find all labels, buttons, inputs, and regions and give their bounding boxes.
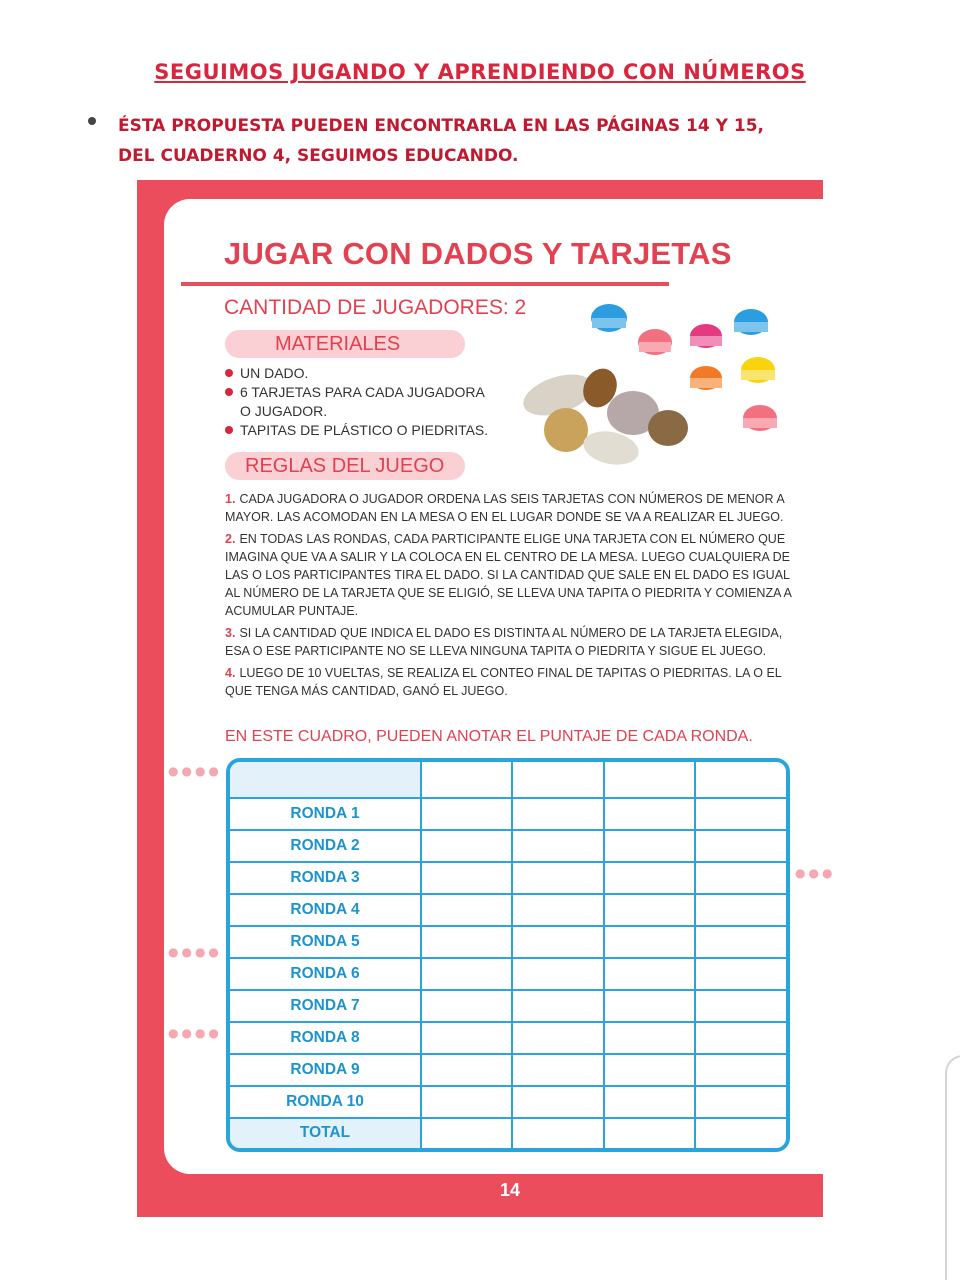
table-total-row [230, 1118, 786, 1148]
score-cell [512, 990, 603, 1022]
table-row [230, 894, 786, 926]
score-cell [421, 990, 512, 1022]
rule-item [225, 624, 800, 660]
bottle-cap-icon [591, 304, 627, 332]
score-cell [604, 862, 695, 894]
pebble-icon [648, 410, 688, 446]
score-cell [695, 1022, 786, 1054]
total-label: TOTAL [230, 1118, 421, 1148]
score-table [226, 758, 790, 1152]
material-text: 6 TARJETAS PARA CADA JUGADORA [240, 384, 485, 400]
rules-list [225, 490, 800, 704]
score-cell [421, 830, 512, 862]
round-label: RONDA 10 [230, 1086, 421, 1118]
score-cell [695, 1086, 786, 1118]
score-cell [421, 1054, 512, 1086]
rule-number: 2. [225, 532, 236, 546]
score-cell [604, 894, 695, 926]
round-label: RONDA 9 [230, 1054, 421, 1086]
bottle-cap-icon [690, 324, 722, 348]
score-cell [604, 958, 695, 990]
list-item [225, 421, 525, 440]
score-cell [421, 762, 512, 798]
score-cell [512, 926, 603, 958]
round-label: RONDA 2 [230, 830, 421, 862]
page-curl-edge [945, 1055, 960, 1280]
score-cell [695, 762, 786, 798]
table-header-row [230, 762, 786, 798]
bullet-icon [88, 117, 96, 125]
material-text-continued: O JUGADOR. [240, 403, 328, 419]
score-cell [604, 990, 695, 1022]
score-cell [604, 798, 695, 830]
rule-text: SI LA CANTIDAD QUE INDICA EL DADO ES DISTINTA AL NÚMERO DE LA TARJETA ELEGIDA, ESA O ESE PARTICIPANTE NO SE LLEVA NINGUNA TAPITA O PIEDRITA Y SIGUE EL JUEGO. [225, 626, 783, 658]
table-row [230, 830, 786, 862]
score-cell [421, 894, 512, 926]
bottle-cap-icon [741, 357, 775, 383]
score-cell [512, 1022, 603, 1054]
table-row [230, 862, 786, 894]
score-cell [695, 958, 786, 990]
table-row [230, 1054, 786, 1086]
decorative-dots: ●●● [795, 866, 836, 880]
bottle-cap-icon [638, 329, 672, 355]
rule-item [225, 664, 800, 700]
score-cell [695, 798, 786, 830]
table-row [230, 926, 786, 958]
table-row [230, 798, 786, 830]
rules-label: REGLAS DEL JUEGO [225, 452, 465, 480]
round-label: RONDA 1 [230, 798, 421, 830]
document-title: SEGUIMOS JUGANDO Y APRENDIENDO CON NÚMEROS [154, 60, 806, 84]
rule-text: EN TODAS LAS RONDAS, CADA PARTICIPANTE ELIGE UNA TARJETA CON EL NÚMERO QUE IMAGINA QUE VA A SALIR Y LA COLOCA EN EL CENTRO DE LA MESA. LUEGO CUALQUIERA DE LAS O LOS PARTICIPANTES TIRA EL DADO. SI LA CANTIDAD QUE SALE EN EL DADO ES IGUAL AL NÚMERO DE LA TARJETA QUE SE ELIGIÓ, SE LLEVA UNA TAPITA O PIEDRITA Y COMIENZA A ACUMULAR PUNTAJE. [225, 532, 792, 618]
score-cell [512, 798, 603, 830]
score-cell [695, 830, 786, 862]
score-cell [421, 1022, 512, 1054]
table-row [230, 1086, 786, 1118]
score-cell [512, 862, 603, 894]
score-cell [604, 1054, 695, 1086]
table-row [230, 1022, 786, 1054]
score-cell [421, 1118, 512, 1148]
page-number: 14 [499, 1180, 521, 1200]
bottle-cap-icon [690, 366, 722, 390]
list-item [225, 383, 525, 421]
score-cell [695, 894, 786, 926]
score-cell [512, 762, 603, 798]
round-label: RONDA 6 [230, 958, 421, 990]
score-cell [421, 958, 512, 990]
score-cell [512, 1086, 603, 1118]
round-label: RONDA 5 [230, 926, 421, 958]
decorative-dots: ●●●● [168, 1026, 222, 1040]
round-label: RONDA 4 [230, 894, 421, 926]
score-cell [695, 1118, 786, 1148]
decorative-dots: ●●●● [168, 945, 222, 959]
table-cell [230, 762, 421, 798]
bottle-caps-and-pebbles-illustration [518, 300, 788, 470]
score-cell [421, 926, 512, 958]
score-cell [604, 926, 695, 958]
table-row [230, 958, 786, 990]
bottle-cap-icon [743, 405, 777, 431]
players-count: CANTIDAD DE JUGADORES: 2 [224, 296, 527, 319]
score-cell [604, 1118, 695, 1148]
score-cell [421, 798, 512, 830]
table-caption: EN ESTE CUADRO, PUEDEN ANOTAR EL PUNTAJE DE CADA RONDA. [225, 728, 753, 745]
decorative-dots: ●●●● [168, 764, 222, 778]
score-cell [421, 862, 512, 894]
score-cell [695, 990, 786, 1022]
score-cell [695, 1054, 786, 1086]
round-label: RONDA 7 [230, 990, 421, 1022]
bullet-icon [225, 388, 233, 396]
score-cell [695, 862, 786, 894]
rule-number: 1. [225, 492, 236, 506]
bottle-cap-icon [734, 309, 768, 335]
rule-number: 4. [225, 666, 236, 680]
score-cell [512, 1054, 603, 1086]
intro-line-1: ÉSTA PROPUESTA PUEDEN ENCONTRARLA EN LAS PÁGINAS 14 Y 15, [118, 116, 764, 136]
materials-label: MATERIALES [225, 330, 465, 358]
rule-item [225, 490, 800, 526]
material-text: UN DADO. [240, 365, 309, 381]
score-cell [512, 958, 603, 990]
rule-text: CADA JUGADORA O JUGADOR ORDENA LAS SEIS TARJETAS CON NÚMEROS DE MENOR A MAYOR. LAS ACOMODAN EN LA MESA O EN EL LUGAR DONDE SE VA A REALIZAR EL JUEGO. [225, 492, 784, 524]
score-cell [421, 1086, 512, 1118]
material-text: TAPITAS DE PLÁSTICO O PIEDRITAS. [240, 422, 489, 438]
score-cell [604, 1086, 695, 1118]
score-cell [604, 1022, 695, 1054]
rule-number: 3. [225, 626, 236, 640]
score-cell [512, 1118, 603, 1148]
rule-text: LUEGO DE 10 VUELTAS, SE REALIZA EL CONTEO FINAL DE TAPITAS O PIEDRITAS. LA O EL QUE TENGA MÁS CANTIDAD, GANÓ EL JUEGO. [225, 666, 782, 698]
score-cell [604, 762, 695, 798]
score-cell [512, 894, 603, 926]
list-item [225, 364, 525, 383]
materials-list [225, 364, 525, 440]
rule-item [225, 530, 800, 620]
score-cell [604, 830, 695, 862]
pebble-icon [544, 408, 588, 452]
page-heading: JUGAR CON DADOS Y TARJETAS [224, 236, 732, 271]
bullet-icon [225, 369, 233, 377]
intro-bullet [88, 111, 848, 171]
score-cell [512, 830, 603, 862]
heading-divider [181, 282, 669, 286]
score-cell [695, 926, 786, 958]
round-label: RONDA 3 [230, 862, 421, 894]
bullet-icon [225, 426, 233, 434]
round-label: RONDA 8 [230, 1022, 421, 1054]
table-row [230, 990, 786, 1022]
intro-line-2: DEL CUADERNO 4, SEGUIMOS EDUCANDO. [118, 146, 519, 166]
